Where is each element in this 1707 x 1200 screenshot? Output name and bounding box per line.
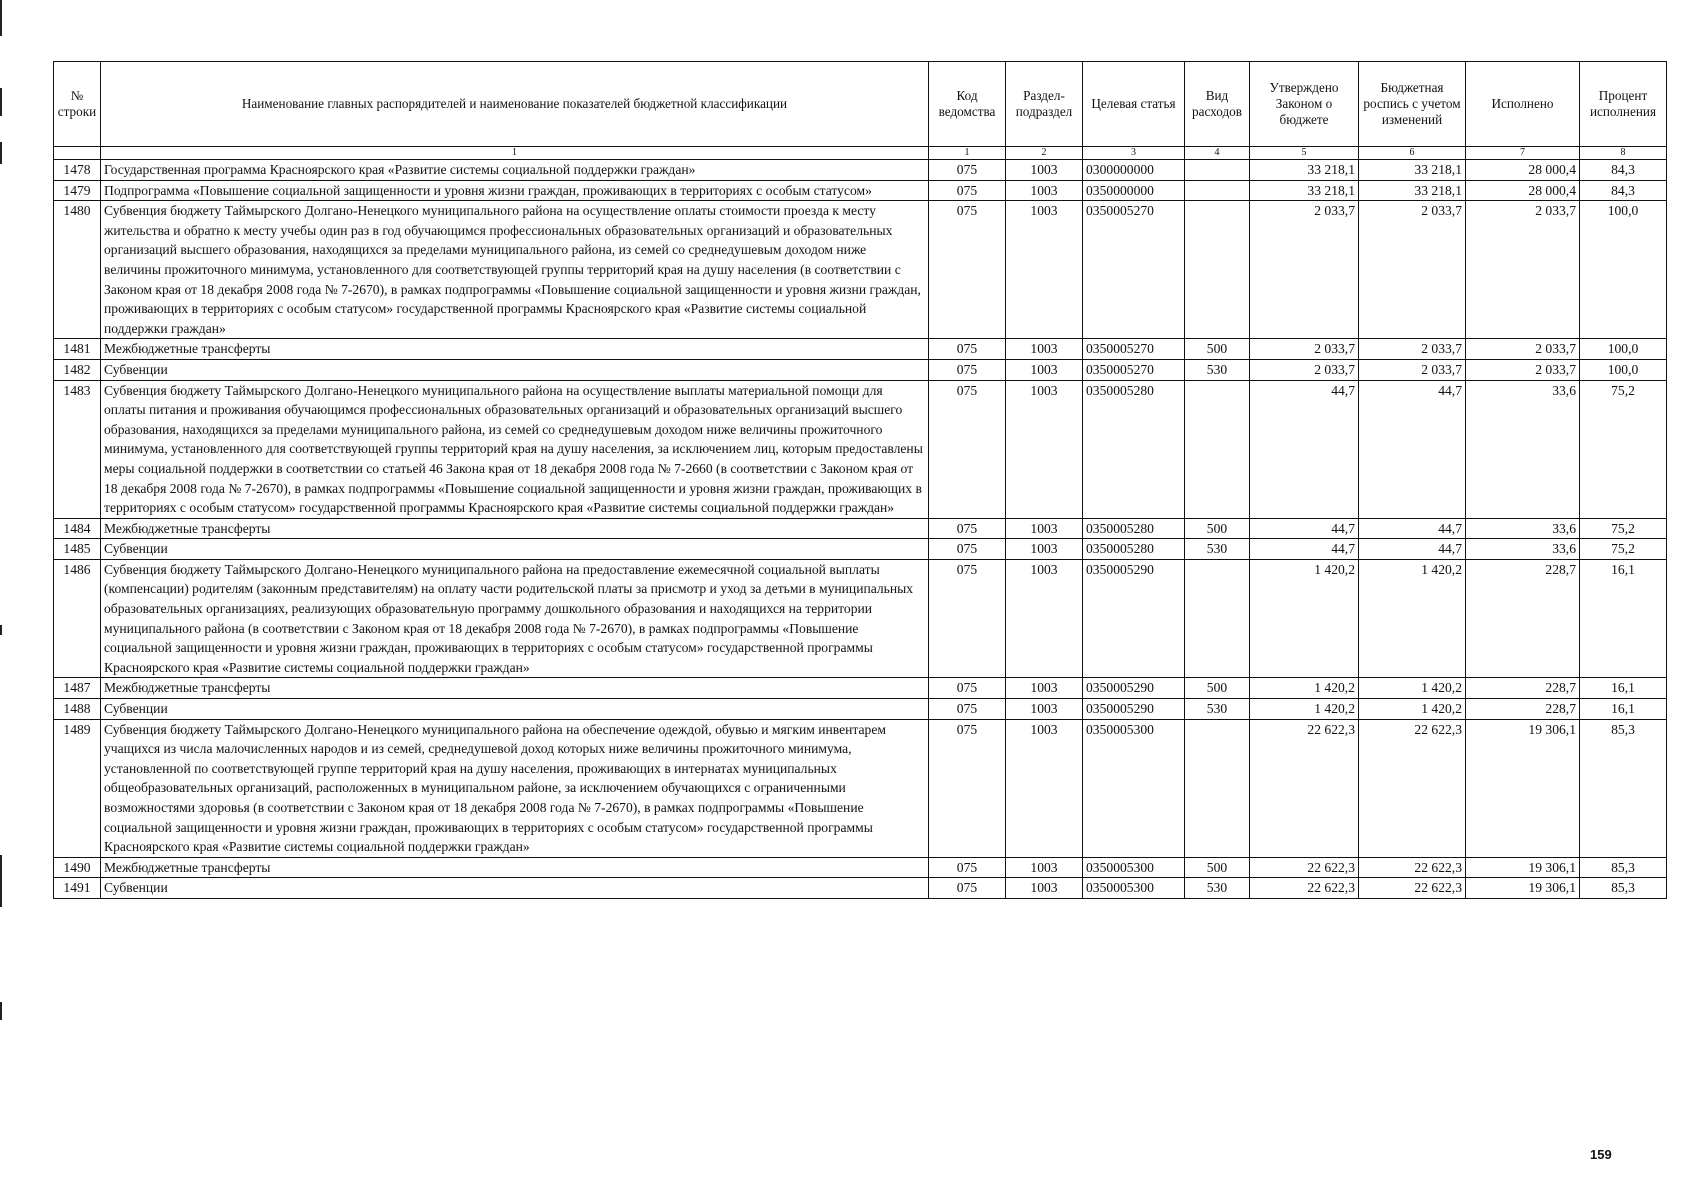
cell-target: 0350005280 <box>1083 518 1185 539</box>
cell-name: Подпрограмма «Повышение социальной защищенности и уровня жизни граждан, проживающих в территориях с особым статусом» <box>101 180 929 201</box>
cell-percent: 75,2 <box>1580 380 1667 518</box>
cell-row-no: 1489 <box>54 719 101 857</box>
cell-approved: 44,7 <box>1250 518 1359 539</box>
cell-budget-list: 1 420,2 <box>1359 699 1466 720</box>
cell-expense-type: 500 <box>1185 678 1250 699</box>
table-row <box>54 878 1667 899</box>
cell-percent: 85,3 <box>1580 878 1667 899</box>
cell-percent: 75,2 <box>1580 518 1667 539</box>
cell-expense-type: 530 <box>1185 539 1250 560</box>
cell-section: 1003 <box>1006 559 1083 678</box>
cell-target: 0350000000 <box>1083 180 1185 201</box>
cell-approved: 44,7 <box>1250 539 1359 560</box>
cell-name: Субвенции <box>101 359 929 380</box>
cell-section: 1003 <box>1006 518 1083 539</box>
cell-target: 0350005270 <box>1083 359 1185 380</box>
cell-expense-type: 530 <box>1185 359 1250 380</box>
cell-executed: 33,6 <box>1466 380 1580 518</box>
table-row <box>54 719 1667 857</box>
header-approved: Утверждено Законом о бюджете <box>1250 62 1359 147</box>
cell-expense-type: 530 <box>1185 878 1250 899</box>
table-row <box>54 201 1667 339</box>
cell-executed: 28 000,4 <box>1466 180 1580 201</box>
cell-row-no: 1481 <box>54 339 101 360</box>
cell-section: 1003 <box>1006 857 1083 878</box>
budget-execution-table <box>53 61 1667 899</box>
cell-budget-list: 2 033,7 <box>1359 359 1466 380</box>
cell-name: Субвенция бюджету Таймырского Долгано-Ненецкого муниципального района на предоставление ежемесячной социальной выплаты (компенсации) родителям (законным представителям) на оплату части родительской платы за присмотр и уход за детьми в муниципальных образовательных организациях, реализующих образовательную программу дошкольного образования и находящихся на территории муниципального района (в соответствии с Законом края от 18 декабря 2008 года № 7-2670), в рамках подпрограммы «Повышение социальной защищенности и уровня жизни граждан, проживающих в территориях с особым статусом» государственной программы Красноярского края «Развитие системы социальной поддержки граждан» <box>101 559 929 678</box>
cell-dept-code: 075 <box>929 857 1006 878</box>
column-index-cell <box>54 147 101 160</box>
column-index-row <box>54 147 1667 160</box>
cell-percent: 84,3 <box>1580 180 1667 201</box>
cell-section: 1003 <box>1006 160 1083 181</box>
cell-budget-list: 44,7 <box>1359 380 1466 518</box>
header-target: Целевая статья <box>1083 62 1185 147</box>
cell-executed: 228,7 <box>1466 699 1580 720</box>
table-row <box>54 180 1667 201</box>
header-name: Наименование главных распорядителей и наименование показателей бюджетной классификации <box>101 62 929 147</box>
cell-target: 0350005300 <box>1083 719 1185 857</box>
scan-margin-mark <box>0 855 2 907</box>
cell-expense-type <box>1185 160 1250 181</box>
column-index-cell: 7 <box>1466 147 1580 160</box>
table-row <box>54 518 1667 539</box>
cell-budget-list: 44,7 <box>1359 518 1466 539</box>
table-body <box>54 160 1667 899</box>
scan-margin-mark <box>0 88 2 116</box>
cell-name: Межбюджетные трансферты <box>101 518 929 539</box>
cell-target: 0350005270 <box>1083 201 1185 339</box>
cell-target: 0350005280 <box>1083 380 1185 518</box>
header-executed: Исполнено <box>1466 62 1580 147</box>
cell-expense-type: 500 <box>1185 857 1250 878</box>
cell-name: Межбюджетные трансферты <box>101 339 929 360</box>
cell-approved: 2 033,7 <box>1250 339 1359 360</box>
cell-approved: 2 033,7 <box>1250 201 1359 339</box>
cell-approved: 33 218,1 <box>1250 160 1359 181</box>
table-row <box>54 160 1667 181</box>
cell-executed: 2 033,7 <box>1466 201 1580 339</box>
cell-section: 1003 <box>1006 380 1083 518</box>
cell-row-no: 1478 <box>54 160 101 181</box>
cell-approved: 1 420,2 <box>1250 678 1359 699</box>
cell-executed: 19 306,1 <box>1466 719 1580 857</box>
header-row-no: № строки <box>54 62 101 147</box>
cell-percent: 100,0 <box>1580 359 1667 380</box>
scan-margin-mark <box>0 142 2 164</box>
page-number: 159 <box>1590 1147 1612 1162</box>
cell-executed: 228,7 <box>1466 559 1580 678</box>
cell-executed: 33,6 <box>1466 518 1580 539</box>
cell-section: 1003 <box>1006 180 1083 201</box>
cell-name: Межбюджетные трансферты <box>101 857 929 878</box>
column-index-cell: 6 <box>1359 147 1466 160</box>
cell-row-no: 1487 <box>54 678 101 699</box>
table-row <box>54 699 1667 720</box>
cell-expense-type <box>1185 201 1250 339</box>
cell-budget-list: 44,7 <box>1359 539 1466 560</box>
cell-budget-list: 1 420,2 <box>1359 559 1466 678</box>
cell-executed: 19 306,1 <box>1466 857 1580 878</box>
cell-approved: 2 033,7 <box>1250 359 1359 380</box>
cell-target: 0350005300 <box>1083 878 1185 899</box>
header-section: Раздел-подраздел <box>1006 62 1083 147</box>
cell-name: Субвенция бюджету Таймырского Долгано-Ненецкого муниципального района на обеспечение одеждой, обувью и мягким инвентарем учащихся из числа малочисленных народов и из семей, среднедушевой доход которых ниже величины прожиточного минимума, установленной по соответствующей группе территорий края на душу населения, проживающих в интернатах муниципальных общеобразовательных организаций, расположенных в муниципальном районе, за исключением обучающихся с ограниченными возможностями здоровья (в соответствии с Законом края от 18 декабря 2008 года № 7-2670), в рамках подпрограммы «Повышение социальной защищенности и уровня жизни граждан, проживающих в территориях с особым статусом» государственной программы Красноярского края «Развитие системы социальной поддержки граждан» <box>101 719 929 857</box>
table-row <box>54 857 1667 878</box>
cell-dept-code: 075 <box>929 180 1006 201</box>
cell-row-no: 1483 <box>54 380 101 518</box>
cell-expense-type <box>1185 719 1250 857</box>
cell-dept-code: 075 <box>929 539 1006 560</box>
cell-executed: 19 306,1 <box>1466 878 1580 899</box>
cell-target: 0350005270 <box>1083 339 1185 360</box>
cell-expense-type <box>1185 380 1250 518</box>
cell-executed: 28 000,4 <box>1466 160 1580 181</box>
cell-approved: 1 420,2 <box>1250 699 1359 720</box>
cell-approved: 44,7 <box>1250 380 1359 518</box>
cell-approved: 1 420,2 <box>1250 559 1359 678</box>
cell-expense-type: 500 <box>1185 339 1250 360</box>
cell-percent: 100,0 <box>1580 339 1667 360</box>
cell-percent: 16,1 <box>1580 678 1667 699</box>
cell-budget-list: 33 218,1 <box>1359 180 1466 201</box>
cell-target: 0350005280 <box>1083 539 1185 560</box>
cell-executed: 228,7 <box>1466 678 1580 699</box>
cell-name: Субвенция бюджету Таймырского Долгано-Ненецкого муниципального района на осуществление оплаты стоимости проезда к месту жительства и обратно к месту учебы один раз в год обучающимся профессиональных образовательных организаций и образовательных организаций высшего образования, находящихся за пределами муниципального района, из семей со среднедушевым доходом ниже величины прожиточного минимума, установленного для соответствующей группы территорий края на душу населения (в соответствии с Законом края от 18 декабря 2008 года № 7-2670), в рамках подпрограммы «Повышение социальной защищенности и уровня жизни граждан, проживающих в территориях с особым статусом» государственной программы Красноярского края «Развитие системы социальной поддержки граждан» <box>101 201 929 339</box>
cell-dept-code: 075 <box>929 678 1006 699</box>
cell-expense-type: 500 <box>1185 518 1250 539</box>
cell-percent: 75,2 <box>1580 539 1667 560</box>
cell-name: Межбюджетные трансферты <box>101 678 929 699</box>
column-index-cell: 1 <box>929 147 1006 160</box>
cell-executed: 2 033,7 <box>1466 339 1580 360</box>
cell-expense-type <box>1185 180 1250 201</box>
cell-budget-list: 1 420,2 <box>1359 678 1466 699</box>
cell-budget-list: 22 622,3 <box>1359 878 1466 899</box>
cell-dept-code: 075 <box>929 359 1006 380</box>
cell-dept-code: 075 <box>929 201 1006 339</box>
cell-approved: 22 622,3 <box>1250 719 1359 857</box>
cell-budget-list: 22 622,3 <box>1359 857 1466 878</box>
cell-percent: 85,3 <box>1580 719 1667 857</box>
cell-section: 1003 <box>1006 719 1083 857</box>
table-row <box>54 559 1667 678</box>
cell-dept-code: 075 <box>929 160 1006 181</box>
cell-row-no: 1485 <box>54 539 101 560</box>
cell-approved: 22 622,3 <box>1250 857 1359 878</box>
column-index-cell: 4 <box>1185 147 1250 160</box>
cell-budget-list: 2 033,7 <box>1359 201 1466 339</box>
cell-target: 0350005290 <box>1083 699 1185 720</box>
cell-dept-code: 075 <box>929 878 1006 899</box>
cell-section: 1003 <box>1006 201 1083 339</box>
header-percent: Процент исполнения <box>1580 62 1667 147</box>
cell-name: Государственная программа Красноярского края «Развитие системы социальной поддержки граждан» <box>101 160 929 181</box>
cell-section: 1003 <box>1006 339 1083 360</box>
cell-expense-type: 530 <box>1185 699 1250 720</box>
column-index-cell: 3 <box>1083 147 1185 160</box>
cell-dept-code: 075 <box>929 518 1006 539</box>
cell-budget-list: 2 033,7 <box>1359 339 1466 360</box>
header-budget-list: Бюджетная роспись с учетом изменений <box>1359 62 1466 147</box>
cell-section: 1003 <box>1006 539 1083 560</box>
cell-section: 1003 <box>1006 699 1083 720</box>
cell-expense-type <box>1185 559 1250 678</box>
cell-percent: 100,0 <box>1580 201 1667 339</box>
table-row <box>54 339 1667 360</box>
cell-percent: 16,1 <box>1580 559 1667 678</box>
scan-margin-mark <box>0 0 2 36</box>
cell-row-no: 1479 <box>54 180 101 201</box>
cell-name: Субвенции <box>101 878 929 899</box>
cell-approved: 33 218,1 <box>1250 180 1359 201</box>
column-index-cell: 2 <box>1006 147 1083 160</box>
cell-percent: 85,3 <box>1580 857 1667 878</box>
column-index-cell: 8 <box>1580 147 1667 160</box>
table-header-row <box>54 62 1667 147</box>
cell-budget-list: 22 622,3 <box>1359 719 1466 857</box>
header-expense-type: Вид расходов <box>1185 62 1250 147</box>
cell-target: 0350005300 <box>1083 857 1185 878</box>
cell-row-no: 1484 <box>54 518 101 539</box>
cell-percent: 16,1 <box>1580 699 1667 720</box>
table-row <box>54 380 1667 518</box>
cell-section: 1003 <box>1006 359 1083 380</box>
column-index-cell: 1 <box>101 147 929 160</box>
cell-dept-code: 075 <box>929 699 1006 720</box>
table-row <box>54 678 1667 699</box>
cell-percent: 84,3 <box>1580 160 1667 181</box>
cell-approved: 22 622,3 <box>1250 878 1359 899</box>
cell-target: 0350005290 <box>1083 559 1185 678</box>
cell-row-no: 1491 <box>54 878 101 899</box>
cell-row-no: 1486 <box>54 559 101 678</box>
cell-name: Субвенции <box>101 699 929 720</box>
cell-budget-list: 33 218,1 <box>1359 160 1466 181</box>
cell-name: Субвенции <box>101 539 929 560</box>
cell-dept-code: 075 <box>929 339 1006 360</box>
header-dept-code: Код ведомства <box>929 62 1006 147</box>
table-row <box>54 359 1667 380</box>
cell-dept-code: 075 <box>929 380 1006 518</box>
scan-margin-mark <box>0 1002 2 1020</box>
cell-target: 0300000000 <box>1083 160 1185 181</box>
table-row <box>54 539 1667 560</box>
cell-dept-code: 075 <box>929 719 1006 857</box>
column-index-cell: 5 <box>1250 147 1359 160</box>
cell-section: 1003 <box>1006 678 1083 699</box>
cell-section: 1003 <box>1006 878 1083 899</box>
cell-row-no: 1488 <box>54 699 101 720</box>
cell-executed: 2 033,7 <box>1466 359 1580 380</box>
cell-row-no: 1490 <box>54 857 101 878</box>
scan-margin-mark <box>0 625 2 635</box>
cell-row-no: 1482 <box>54 359 101 380</box>
cell-executed: 33,6 <box>1466 539 1580 560</box>
cell-row-no: 1480 <box>54 201 101 339</box>
cell-name: Субвенция бюджету Таймырского Долгано-Ненецкого муниципального района на осуществление выплаты материальной помощи для оплаты питания и проживания обучающимся профессиональных образовательных организаций и образовательных организаций высшего образования, находящихся за пределами муниципального района, из семей со среднедушевым доходом ниже величины прожиточного минимума, установленного для соответствующей группы территорий края на душу населения, за исключением лиц, которым предоставлены меры социальной поддержки в соответствии со статьей 46 Закона края от 18 декабря 2008 года № 7-2660 (в соответствии с Законом края от 18 декабря 2008 года № 7-2670), в рамках подпрограммы «Повышение социальной защищенности и уровня жизни граждан, проживающих в территориях с особым статусом» государственной программы Красноярского края «Развитие системы социальной поддержки граждан» <box>101 380 929 518</box>
cell-dept-code: 075 <box>929 559 1006 678</box>
cell-target: 0350005290 <box>1083 678 1185 699</box>
